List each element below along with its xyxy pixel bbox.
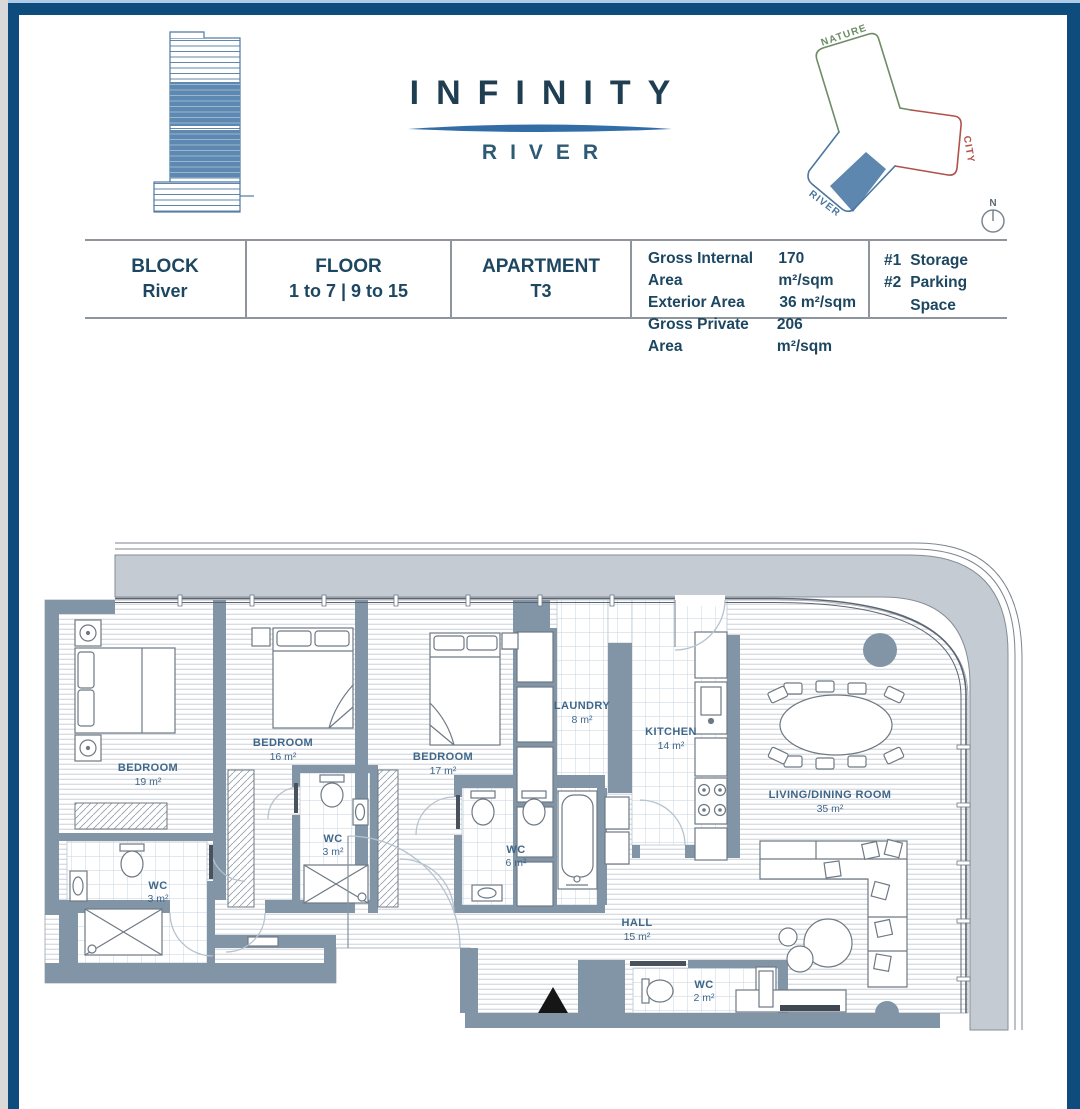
nature-label: NATURE (819, 22, 869, 49)
svg-text:16 m²: 16 m² (269, 751, 297, 763)
area-value: 36 m²/sqm (779, 294, 856, 311)
room-label-bedroom-17: BEDROOM (412, 751, 474, 763)
extra-row (884, 250, 1003, 272)
bidet (522, 791, 546, 798)
svg-text:2 m²: 2 m² (693, 992, 715, 1004)
apartment-value: T3 (530, 281, 552, 301)
extra-num: #2 (884, 274, 902, 292)
room-label-bedroom-16: BEDROOM (252, 737, 314, 749)
area-label: Gross Private Area (648, 316, 749, 355)
room-label-wc3-mid: WC (323, 833, 343, 845)
sink (759, 971, 773, 1007)
kitchen-sink (701, 687, 721, 715)
floor-label: FLOOR (315, 256, 382, 277)
area-value: 206 m²/sqm (776, 316, 833, 355)
logo-title: INFINITY (409, 74, 688, 112)
svg-text:19 m²: 19 m² (134, 776, 162, 788)
unit-info-table (85, 239, 1007, 355)
svg-text:8 m²: 8 m² (571, 714, 593, 726)
area-value: 170 m²/sqm (778, 250, 834, 289)
floor-plan (30, 535, 1060, 1045)
unit-highlight (830, 152, 886, 212)
block-value: River (142, 281, 188, 301)
nightstand (252, 628, 270, 646)
svg-text:6 m²: 6 m² (505, 857, 527, 869)
svg-text:3 m²: 3 m² (147, 893, 169, 905)
nightstand (502, 633, 518, 649)
extra-label: Storage (910, 252, 968, 269)
area-row (648, 314, 856, 358)
toilet (471, 791, 495, 798)
extra-label: Parking Space (910, 274, 968, 314)
floor-cell (245, 241, 450, 317)
svg-text:14 m²: 14 m² (657, 740, 685, 752)
svg-text:15 m²: 15 m² (623, 931, 651, 943)
svg-text:3 m²: 3 m² (322, 846, 344, 858)
block-cell (85, 241, 245, 317)
svg-text:35 m²: 35 m² (816, 803, 844, 815)
page-frame-left (8, 3, 19, 1109)
tv (780, 1005, 840, 1011)
apartment-label: APARTMENT (482, 256, 600, 277)
extra-row (884, 272, 1003, 317)
toilet (320, 775, 344, 782)
room-label-hall: HALL (621, 917, 653, 929)
svg-text:17 m²: 17 m² (429, 765, 457, 777)
screen-edge-strip (0, 0, 8, 1109)
structural-column (863, 633, 897, 667)
extras-cell (868, 241, 1007, 317)
dining-table (780, 695, 892, 755)
compass-icon (982, 198, 1004, 232)
toilet (120, 844, 144, 851)
room-label-wc6: WC (506, 844, 526, 856)
site-plot-diagram (793, 14, 1048, 244)
room-label-wc3-left: WC (148, 880, 168, 892)
apartment-cell (450, 241, 630, 317)
area-label: Gross Internal Area (648, 250, 754, 289)
nature-wing-outline (816, 34, 911, 132)
room-label-living: LIVING/DINING ROOM (768, 789, 892, 801)
logo-subtitle: RIVER (481, 141, 612, 164)
city-wing-outline (895, 110, 961, 175)
floor-value: 1 to 7 | 9 to 15 (288, 281, 409, 301)
block-label: BLOCK (131, 256, 199, 277)
logo-swoosh-icon (400, 123, 680, 135)
area-label: Exterior Area (648, 294, 745, 311)
compass-n-label: N (989, 198, 997, 209)
area-row (648, 248, 856, 292)
river-label: RIVER (806, 188, 843, 220)
room-label-bedroom-19: BEDROOM (117, 762, 179, 774)
extra-num: #1 (884, 252, 902, 269)
room-label-laundry: LAUNDRY (553, 700, 611, 712)
room-label-wc2: WC (694, 979, 714, 991)
areas-cell (630, 241, 868, 355)
page-frame-right (1067, 3, 1080, 1109)
area-row (648, 292, 856, 314)
city-label: CITY (960, 135, 977, 165)
room-label-kitchen: KITCHEN (645, 726, 697, 738)
